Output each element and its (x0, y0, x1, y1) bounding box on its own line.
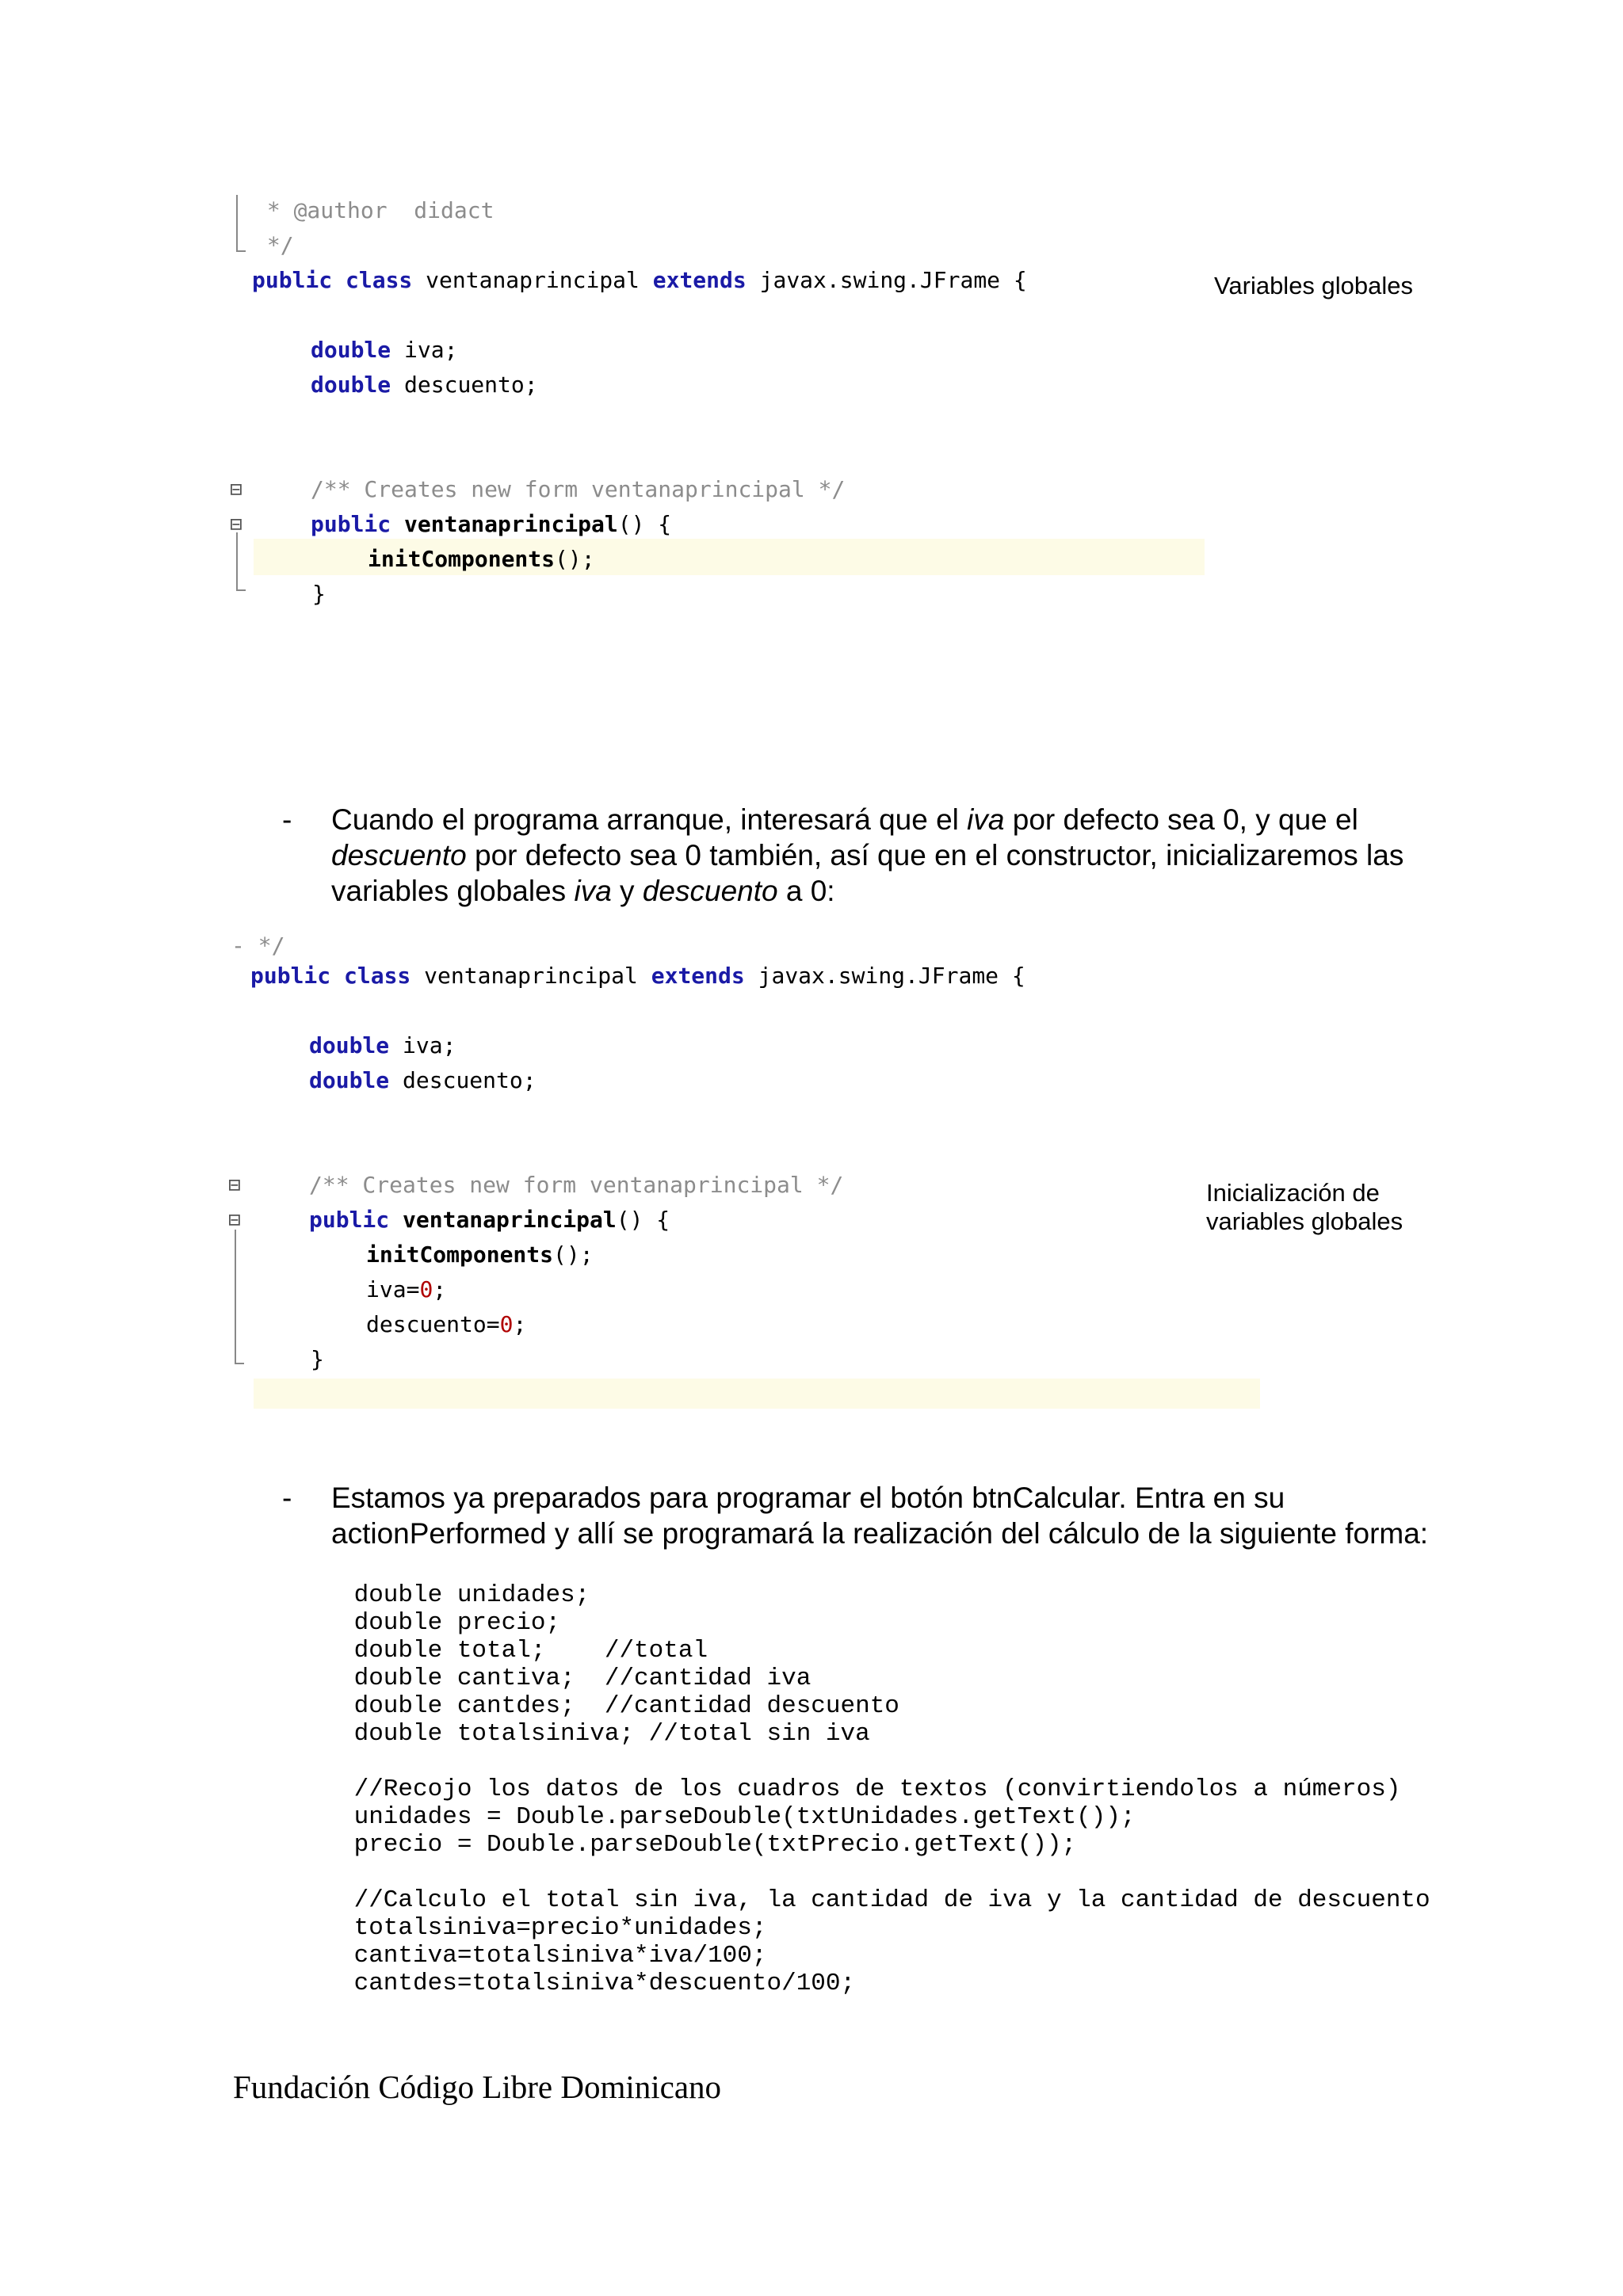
annotation-variables-globales: Variables globales (1214, 272, 1414, 299)
code-line-comment: /** Creates new form ventanaprincipal */ (309, 1172, 844, 1198)
fold-guide-end (236, 589, 246, 591)
code-line-close-brace: } (311, 1346, 324, 1372)
bullet-marker: - (282, 803, 292, 836)
fold-guide-end (236, 250, 246, 252)
code-line-var-iva: double iva; (311, 337, 458, 363)
code-line-var-descuento: double descuento; (309, 1067, 537, 1093)
page-footer: Fundación Código Libre Dominicano (233, 2069, 722, 2105)
code-line: double cantdes; //cantidad descuento (339, 1692, 899, 1720)
code-line: unidades = Double.parseDouble(txtUnidades.getText()); (339, 1803, 1136, 1831)
code-line-class-decl: public class ventanaprincipal extends javax.swing.JFrame { (252, 267, 1027, 293)
code-line-init: initComponents(); (368, 546, 595, 572)
code-line-close-brace: } (312, 581, 326, 607)
code-line-descuento-assign: descuento=0; (366, 1311, 527, 1337)
code-line-comment: /** Creates new form ventanaprincipal */ (311, 476, 846, 502)
code-line: double totalsiniva; //total sin iva (339, 1720, 870, 1748)
code-line-class-decl: public class ventanaprincipal extends javax.swing.JFrame { (250, 963, 1025, 989)
fold-marker-icon: ⊟ (228, 1173, 241, 1197)
annotation-inicializacion-line1: Inicialización de (1206, 1179, 1380, 1207)
code-line-author: * @author didact (254, 197, 495, 223)
annotation-inicializacion-line2: variables globales (1206, 1207, 1403, 1235)
code-line-iva-assign: iva=0; (366, 1276, 447, 1302)
code-line-close-comment: - */ (231, 933, 285, 959)
code-line: cantiva=totalsiniva*iva/100; (339, 1942, 767, 1970)
fold-guide (235, 1230, 236, 1363)
code-line: double cantiva; //cantidad iva (339, 1665, 812, 1692)
fold-guide (236, 532, 238, 589)
fold-marker-icon: ⊟ (230, 513, 242, 536)
code-line: precio = Double.parseDouble(txtPrecio.getText()); (339, 1831, 1077, 1859)
code-line: double total; //total (339, 1637, 708, 1665)
code-line: //Recojo los datos de los cuadros de textos (convirtiendolos a números) (339, 1775, 1401, 1803)
code-line-var-iva: double iva; (309, 1032, 456, 1058)
fold-marker-icon: ⊟ (228, 1208, 241, 1232)
code-line: double unidades; (339, 1581, 590, 1609)
fold-guide (236, 195, 238, 250)
code-line: cantdes=totalsiniva*descuento/100; (339, 1970, 856, 1997)
code-line: double precio; (339, 1609, 561, 1637)
code-line-constructor: public ventanaprincipal() { (309, 1207, 670, 1233)
code-line: //Calculo el total sin iva, la cantidad de iva y la cantidad de descuento (339, 1886, 1430, 1914)
code-line: totalsiniva=precio*unidades; (339, 1914, 767, 1942)
bullet-paragraph-1: Cuando el programa arranque, interesará que el iva por defecto sea 0, y que el descuento por defecto sea 0 también, así que en el constructor, inicializaremos las variables globales iva y descuento a 0: (331, 803, 1404, 907)
fold-marker-icon: ⊟ (230, 478, 242, 502)
bullet-marker: - (282, 1482, 292, 1514)
current-line-highlight (254, 1379, 1260, 1409)
code-line-constructor: public ventanaprincipal() { (311, 511, 672, 537)
code-line-close-comment: */ (254, 232, 294, 258)
code-line-var-descuento: double descuento; (311, 372, 538, 398)
bullet-paragraph-2: Estamos ya preparados para programar el botón btnCalcular. Entra en su actionPerformed y allí se programará la realización del cálculo de la siguiente forma: (331, 1482, 1429, 1550)
fold-guide-end (235, 1363, 244, 1364)
code-line-init: initComponents(); (366, 1241, 594, 1268)
